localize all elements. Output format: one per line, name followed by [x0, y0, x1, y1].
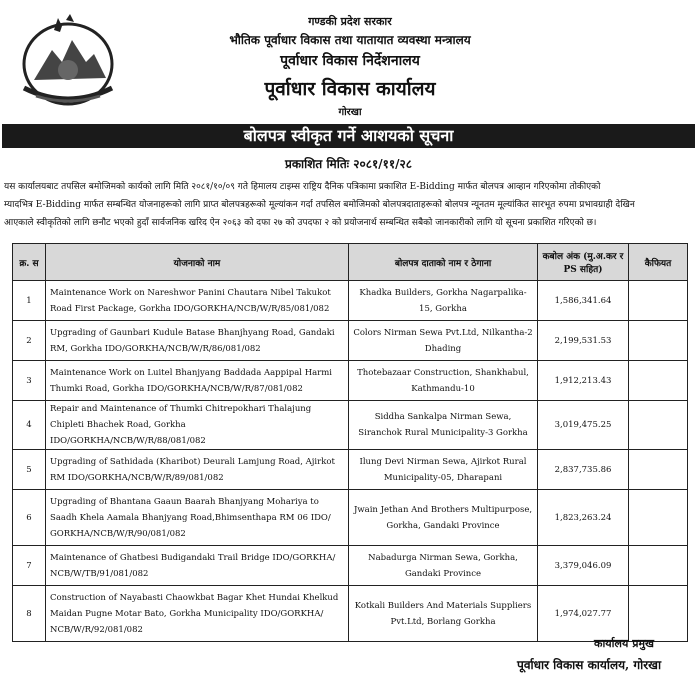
row-project: Maintenance Work on Luitel Bhanjyang Baddada Aappipal Harmi Thumki Road, Gorkha IDO/GORKHA/NCB/W/R/87/081/082 — [46, 361, 349, 401]
header-amount: कबोल अंक (मु.अ.कर र PS सहित) — [538, 244, 629, 281]
table-header-row — [13, 244, 688, 281]
header-serial: क्र. स — [13, 244, 46, 281]
row-bidder: Siddha Sankalpa Nirman Sewa, Siranchok Rural Municipality-3 Gorkha — [349, 401, 538, 450]
row-serial: 4 — [13, 401, 46, 450]
row-remarks — [629, 490, 688, 546]
notice-paragraph — [4, 178, 692, 232]
row-bidder: Khadka Builders, Gorkha Nagarpalika-15, Gorkha — [349, 281, 538, 321]
row-project: Repair and Maintenance of Thumki Chitrepokhari Thalajung Chipleti Bhachek Road, Gorkha IDO/GORKHA/NCB/W/R/88/081/082 — [46, 401, 349, 450]
row-bidder: Ilung Devi Nirman Sewa, Ajirkot Rural Municipality-05, Dharapani — [349, 450, 538, 490]
row-bidder: Kotkali Builders And Materials Suppliers Pvt.Ltd, Borlang Gorkha — [349, 586, 538, 642]
table-row — [13, 450, 688, 490]
table-row — [13, 490, 688, 546]
office-location: गोरखा — [338, 107, 362, 118]
table-row — [13, 281, 688, 321]
row-remarks — [629, 281, 688, 321]
row-amount: 1,974,027.77 — [538, 586, 629, 642]
paragraph-line: आएकाले स्वीकृतिको लागि छनौट भएको हुदाँ सार्वजनिक खरिद ऐन २०६३ को दफा २७ को उपदफा २ को प्रयोजनार्थ सम्बन्धित सबैको जानकारीको लागि यो सूचना प्रकाशित गरिएको छ। — [4, 218, 597, 228]
row-amount: 3,019,475.25 — [538, 401, 629, 450]
table-row — [13, 401, 688, 450]
row-remarks — [629, 450, 688, 490]
row-project: Upgrading of Gaunbari Kudule Batase Bhanjhyang Road, Gandaki RM, Gorkha IDO/GORKHA/NCB/W/R/86/081/082 — [46, 321, 349, 361]
row-remarks — [629, 586, 688, 642]
row-amount: 1,586,341.64 — [538, 281, 629, 321]
province-government-title: गण्डकी प्रदेश सरकार — [308, 15, 392, 28]
signatory-title: कार्यालय प्रमुख — [594, 637, 655, 650]
directorate-title: पूर्वाधार विकास निर्देशनालय — [280, 53, 420, 69]
row-remarks — [629, 546, 688, 586]
row-amount: 3,379,046.09 — [538, 546, 629, 586]
row-serial: 2 — [13, 321, 46, 361]
notice-banner: बोलपत्र स्वीकृत गर्ने आशयको सूचना — [2, 124, 695, 148]
office-title: पूर्वाधार विकास कार्यालय — [264, 78, 436, 100]
row-serial: 7 — [13, 546, 46, 586]
paragraph-line: यस कार्यालयबाट तपसिल बमोजिमको कार्यको लागि मिति २०८१/१०/०९ गते हिमालय टाइम्स राष्ट्रिय दैनिक पत्रिकामा प्रकाशित E-Bidding मार्फत बोलपत्र आव्हान गरिएकोमा तोकीएको — [4, 182, 601, 192]
row-project: Maintenance of Ghatbesi Budigandaki Trail Bridge IDO/GORKHA/ NCB/W/TB/91/081/082 — [46, 546, 349, 586]
row-project: Construction of Nayabasti Chaowkbat Bagar Khet Hundai Khelkud Maidan Pugne Motar Bato, Gorkha Municipality IDO/GORKHA/ NCB/W/R/92/081/082 — [46, 586, 349, 642]
table-row — [13, 586, 688, 642]
paragraph-line: म्यादभित्र E-Bidding मार्फत सम्बन्धित योजनाहरूको लागि प्राप्त बोलपत्रहरूको मूल्यांकन गर्दा तपसिल बमोजिमको बोलपत्रदाताहरूको बोलपत्र न्यूनतम मूल्यांकित सारभूत रुपमा प्रभावग्राही देखिन — [4, 200, 635, 210]
row-serial: 3 — [13, 361, 46, 401]
row-serial: 6 — [13, 490, 46, 546]
row-project: Upgrading of Sathidada (Kharibot) Deurali Lamjung Road, Ajirkot RM IDO/GORKHA/NCB/W/R/89/081/082 — [46, 450, 349, 490]
table-row — [13, 321, 688, 361]
header-remarks: कैफियत — [629, 244, 688, 281]
row-amount: 1,912,213.43 — [538, 361, 629, 401]
ministry-title: भौतिक पूर्वाधार विकास तथा यातायात व्यवस्था मन्त्रालय — [229, 33, 471, 47]
header-bidder: बोलपत्र दाताको नाम र ठेगाना — [349, 244, 538, 281]
header-project: योजनाको नाम — [46, 244, 349, 281]
row-bidder: Jwain Jethan And Brothers Multipurpose, Gorkha, Gandaki Province — [349, 490, 538, 546]
row-project: Upgrading of Bhantana Gaaun Baarah Bhanjyang Mohariya to Saadh Khela Aamala Bhanjyang Road,Bhimsenthapa RM 06 IDO/ GORKHA/NCB/W/R/90/081/082 — [46, 490, 349, 546]
table-row — [13, 546, 688, 586]
row-amount: 2,199,531.53 — [538, 321, 629, 361]
row-project: Maintenance Work on Nareshwor Panini Chautara Nibel Takukot Road First Package, Gorkha IDO/GORKHA/NCB/W/R/85/081/082 — [46, 281, 349, 321]
published-date: प्रकाशित मितिः २०८१/११/२८ — [285, 157, 412, 171]
row-serial: 8 — [13, 586, 46, 642]
nepal-government-emblem-icon — [14, 10, 122, 112]
row-serial: 5 — [13, 450, 46, 490]
row-amount: 1,823,263.24 — [538, 490, 629, 546]
bid-acceptance-table — [12, 243, 688, 642]
row-amount: 2,837,735.86 — [538, 450, 629, 490]
row-bidder: Colors Nirman Sewa Pvt.Ltd, Nilkantha-2 Dhading — [349, 321, 538, 361]
row-remarks — [629, 321, 688, 361]
row-bidder: Thotebazaar Construction, Shankhabul, Kathmandu-10 — [349, 361, 538, 401]
signatory-office: पूर्वाधार विकास कार्यालय, गोरखा — [517, 658, 662, 672]
row-serial: 1 — [13, 281, 46, 321]
row-remarks — [629, 401, 688, 450]
table-row — [13, 361, 688, 401]
row-remarks — [629, 361, 688, 401]
row-bidder: Nabadurga Nirman Sewa, Gorkha, Gandaki Province — [349, 546, 538, 586]
